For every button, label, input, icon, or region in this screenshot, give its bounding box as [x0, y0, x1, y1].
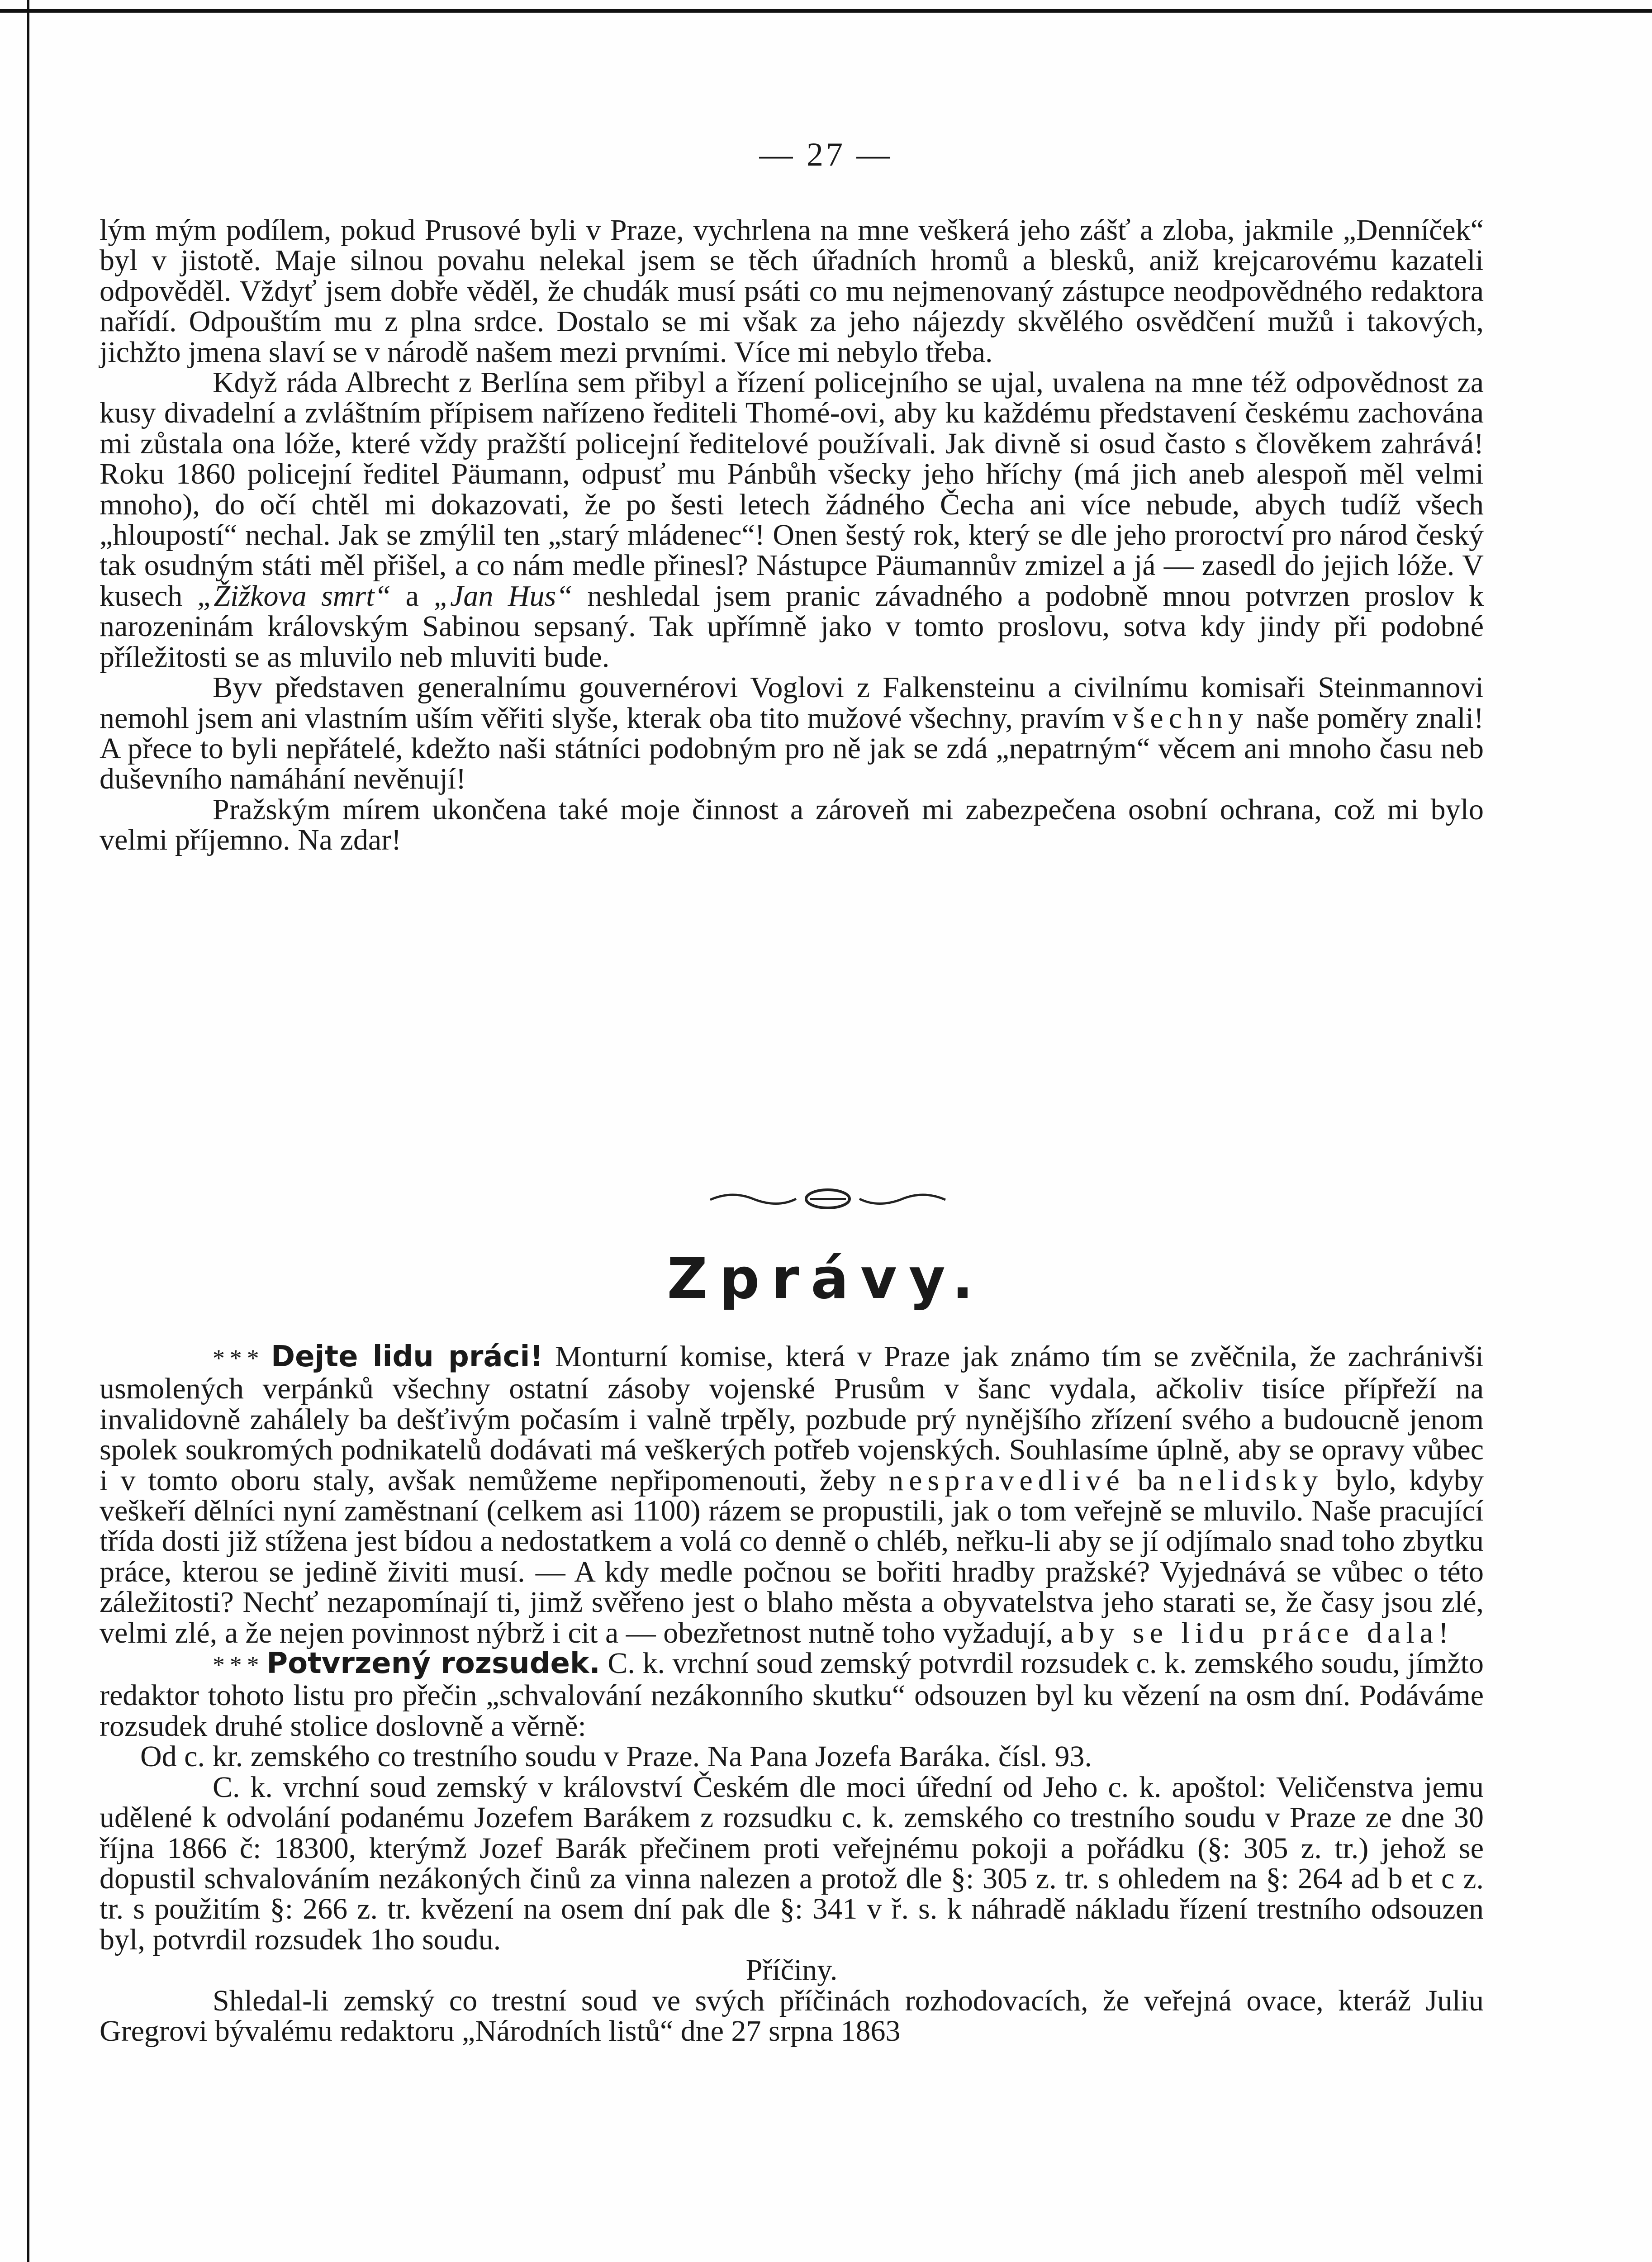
article-continuation [100, 215, 1484, 855]
ruling-paragraph: C. k. vrchní soud zemský v království Českém dle moci úřední od Jeho c. k. apoštol: Veličenstva jemu udělené k odvolání podanému Jozefem Barákem z rozsudku c. k. zemského co trestního soudu v Praze ze dne 30 října 1866 č: 18300, kterýmž Jozef Barák přečinem proti veřejnému pokoji a pořádku (§: 305 z. tr.) jehož se dopustil schvalováním nezákoných činů za vinna nalezen a protož dle §: 305 z. tr. s ohledem na §: 264 ad b et c z. tr. s použitím §: 266 z. tr. kvězení na osem dní pak dle §: 341 v ř. s. k náhradě nákladu řízení trestního odsouzen byl, potvrdil rozsudek 1ho soudu. [100, 1770, 1484, 1956]
court-line: Od c. kr. zemského co trestního soudu v Praze. Na Pana Jozefa Baráka. čísl. 93. [140, 1740, 1092, 1773]
news-headline: Dejte lidu práci! [271, 1340, 543, 1373]
paragraph: Když ráda Albrecht z Berlína sem přibyl a řízení policejního se ujal, uvalena na mne též odpovědnost za kusy divadelní a zvláštním přípisem nařízeno řediteli Thomé-ovi, aby ku každému představení českému zachována mi zůstala ona lóže, které vždy pražští policejní ředitelové používali. Jak divně si osud často s člověkem zahrává! Roku 1860 policejní ředitel Päumann, odpusť mu Pánbůh všecky jeho hříchy (má jich aneb alespoň měl velmi mnoho), do očí chtěl mi dokazovati, že po šesti letech žádného Čecha ani více nebude, abych tudíž všech „hloupostí“ nechal. Jak se zmýlil ten „starý mládenec“! Onen šestý rok, který se dle jeho proroctví pro národ český tak osudným státi měl přišel, a co nám medle přinesl? Nástupce Päumannův zmizel a já — zasedl do jejich lóže. V kusech „Žižkova smrt“ a „Jan Hus“ neshledal jsem pranic závadného a podobně mnou potvrzen proslov k narozeninám královským Sabinou sepsaný. Tak upřímně jako v tomto proslovu, sotva kdy jindy při podobné příležitosti se as mluvilo neb mluviti bude. [100, 366, 1484, 674]
news-item: * * * Potvrzený rozsudek. C. k. vrchní soud zemský potvrdil rozsudek c. k. zemského soudu, jímžto redaktor tohoto listu pro přečin „schvalování nezákonního skutku“ odsouzen byl ku vězení na osm dní. Podáváme rozsudek druhé stolice doslovně a věrně: [100, 1647, 1484, 1743]
play-title: „Žižkova smrt“ [197, 579, 391, 613]
play-title: „Jan Hus“ [433, 579, 573, 613]
paragraph: Pražským mírem ukončena také moje činnost a zároveň mi zabezpečena osobní ochrana, což mi bylo velmi příjemno. Na zdar! [100, 793, 1484, 857]
paragraph: lým mým podílem, pokud Prusové byli v Praze, vychrlena na mne veškerá jeho zášť a zloba, jakmile „Denníček“ byl v jistotě. Maje silnou povahu nelekal jsem se těch úřadních hromů a blesků, aniž krejcarovému kazateli odpověděl. Vždyť jsem dobře věděl, že chudák musí psáti co mu nejmenovaný zástupce neodpovědného redaktora nařídí. Odpouštím mu z plna srdce. Dostalo se mi však za jeho nájezdy skvělého osvědčení mužů i takových, jichžto jmena slaví se v národě našem mezi prvními. Více mi nebylo třeba. [100, 214, 1484, 369]
page-top-rule [0, 9, 1652, 13]
news-item: * * * Dejte lidu práci! Monturní komise, která v Praze jak známo tím se zvěčnila, že zachránivši usmolených verpánků všechny ostatní zásoby vojenské Prusům v šanc vydala, ačkoliv tisíce přípřeží na invalidovně zahálely ba dešťivým počasím i valně trpěly, pozbude prý nynějšího zřízení svého a budoucně jenom spolek soukromých podnikatelů dodávati má veškerých potřeb vojenských. Souhlasíme úplně, aby se opravy vůbec i v tomto oboru staly, avšak nemůžeme nepřipomenouti, žeby nespravedlivé ba nelidsky bylo, kdyby veškeří dělníci nyní zaměstnaní (celkem asi 1100) rázem se propustili, jak o tom veřejně se mluvilo. Naše pracující třída dosti již stížena jest bídou a nedostatkem a volá co denně o chléb, neřku-li aby se jí odjímalo snad toho zbytku práce, kterou se jedině živiti musí. — A kdy medle počnou se bořiti hradby pražské? Vyjednává se vůbec o této záležitosti? Nechť nezapomínají ti, jimž svěřeno jest o blaho města a obyvatelstva jeho starati se, že časy jsou zlé, velmi zlé, a že nejen povinnost nýbrž i cit a — obezřetnost nutně toho vyžadují, aby se lidu práce dala! [100, 1340, 1484, 1649]
page-number: — 27 — [759, 136, 893, 173]
reasons-paragraph: Shledal-li zemský co trestní soud ve svých příčinách rozhodovacích, že veřejná ovace, kteráž Juliu Gregrovi bývalému redaktoru „Národních listů“ dne 27 srpna 1863 [100, 1984, 1484, 2048]
news-section [100, 1341, 1484, 2046]
paragraph: Byv představen generalnímu gouvernérovi Voglovi z Falkensteinu a civilnímu komisaři Steinmannovi nemohl jsem ani vlastním uším věřiti slyše, kterak oba tito mužové všechny, pravím všechny naše poměry znali! A přece to byli nepřátelé, kdežto naši státníci podobným pro ně jak se zdá „nepatrným“ věcem ani mnoho času neb duševního namáhání nevěnují! [100, 671, 1484, 796]
emphasis-spaced: všechny [1112, 701, 1249, 735]
asterism-marker: * * * [213, 1345, 259, 1372]
page-edge-rule [27, 0, 29, 2262]
ornament-divider-icon [706, 1185, 950, 1212]
section-title: Zprávy. [667, 1246, 985, 1312]
reasons-heading: Příčiny. [745, 1953, 838, 1987]
news-headline: Potvrzený rozsudek. [266, 1647, 600, 1681]
asterism-marker: * * * [213, 1651, 259, 1679]
